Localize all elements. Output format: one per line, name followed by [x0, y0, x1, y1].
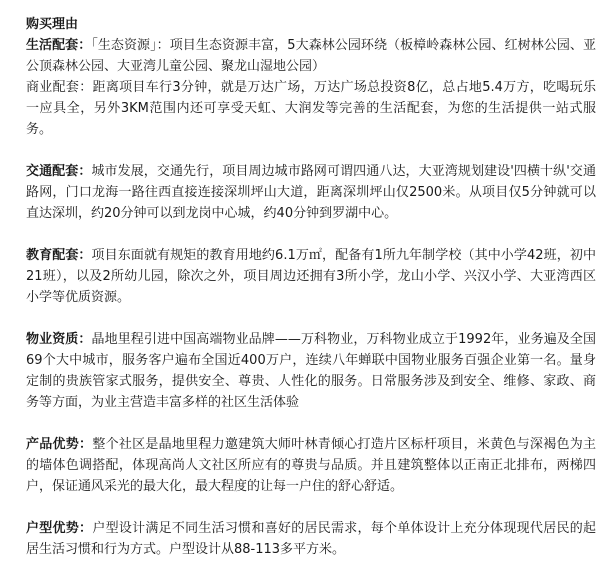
- paragraph-text: 晶地里程引进中国高端物业品牌——万科物业，万科物业成立于1992年，业务遍及全国69个大中城市，服务客户遍布全国近400万户，连续八年蝉联中国物业服务百强企业第一名。量身定制的贵族管家式服务，提供安全、尊贵、人性化的服务。日常服务涉及到安全、维修、家政、商务等方面，为业主营造丰富多样的社区生活体验: [26, 332, 596, 410]
- paragraph-gap: [26, 140, 596, 161]
- paragraph-label: 物业资质：: [26, 332, 92, 347]
- paragraph-label: 生活配套：: [26, 38, 92, 53]
- paragraph-text: 城市发展，交通先行，项目周边城市路网可谓四通八达，大亚湾规划建设'四横十纵'交通路网，门口龙海一路往西直接连接深圳坪山大道，距离深圳坪山仅2500米。从项目仅5分钟就可以直达深圳，约20分钟可以到龙岗中心城，约40分钟到罗湖中心。: [26, 164, 596, 221]
- paragraph-text: 「生态资源」：项目生态资源丰富，5大森林公园环绕（板樟岭森林公园、红树林公园、亚公顶森林公园、大亚湾儿童公园、聚龙山湿地公园）: [26, 38, 596, 74]
- paragraph-label: 交通配套：: [26, 164, 92, 179]
- paragraph-transport: [26, 161, 596, 224]
- document-title: 购买理由: [26, 17, 79, 32]
- paragraph-text: 项目东面就有规矩的教育用地约6.1万㎡，配备有1所九年制学校（其中小学42班，初中21班），以及2所幼儿园，除次之外，项目周边还拥有3所小学，龙山小学、兴汉小学、大亚湾西区小学等优质资源。: [26, 248, 596, 305]
- paragraph-text: 商业配套：距离项目车行3分钟，就是万达广场，万达广场总投资8亿，总占地5.4万方，吃喝玩乐一应具全，另外3KM范围内还可享受天虹、大润发等完善的生活配套，为您的生活提供一站式服务。: [26, 80, 596, 137]
- paragraph-label: 产品优势：: [26, 437, 93, 452]
- paragraph-layout: [26, 518, 596, 560]
- paragraph-text: 户型设计满足不同生活习惯和喜好的居民需求，每个单体设计上充分体现现代居民的起居生活习惯和行为方式。户型设计从88-113多平方米。: [26, 521, 596, 557]
- paragraph-living: [26, 35, 596, 77]
- paragraph-text: 整个社区是晶地里程力邀建筑大师叶林青倾心打造片区标杆项目，米黄色与深褐色为主的墙体色调搭配，体现高尚人文社区所应有的尊贵与品质。并且建筑整体以正南正北排布，两梯四户，保证通风采光的最大化，最大程度的让每一户住的舒心舒适。: [26, 437, 596, 494]
- paragraph-product: [26, 434, 596, 497]
- document-body: [26, 14, 596, 560]
- paragraph-property: [26, 329, 596, 413]
- paragraph-label: 教育配套：: [26, 248, 92, 263]
- paragraph-gap: [26, 413, 596, 434]
- paragraph-label: 户型优势：: [26, 521, 93, 536]
- paragraph-gap: [26, 308, 596, 329]
- paragraph-gap: [26, 497, 596, 518]
- paragraph-gap: [26, 224, 596, 245]
- paragraph-commerce: [26, 77, 596, 140]
- paragraph-education: [26, 245, 596, 308]
